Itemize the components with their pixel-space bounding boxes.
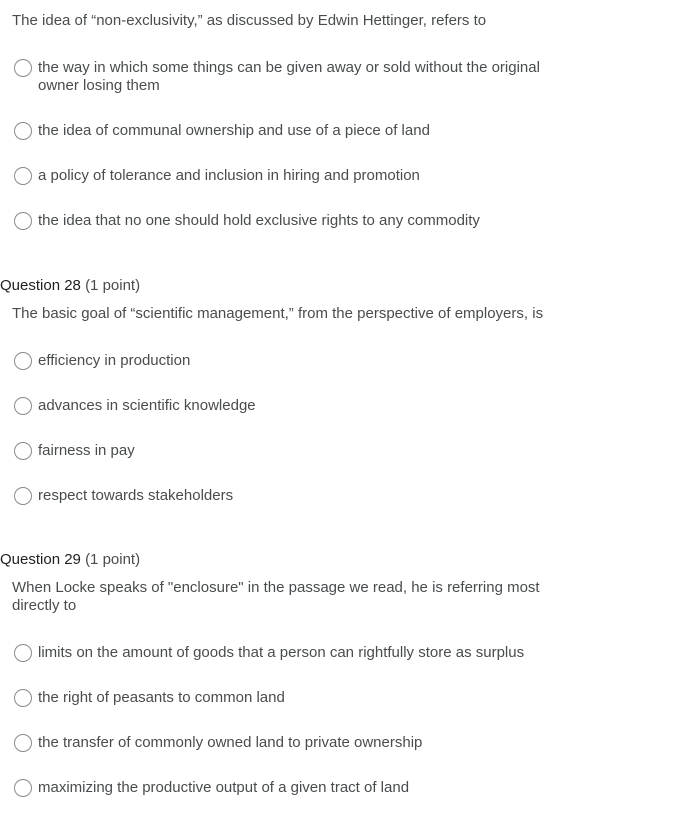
radio-button[interactable]: [14, 689, 32, 707]
answer-option[interactable]: [14, 59, 614, 95]
answer-label: maximizing the productive output of a given tract of land: [38, 779, 410, 796]
answer-label: a policy of tolerance and inclusion in hiring and promotion: [38, 167, 420, 184]
question-points: (1 point): [85, 551, 141, 568]
answer-label: limits on the amount of goods that a person can rightfully store as surplus: [38, 644, 525, 661]
radio-button[interactable]: [14, 352, 32, 370]
question-header: [0, 551, 140, 568]
radio-button[interactable]: [14, 167, 32, 185]
answer-option[interactable]: [14, 352, 614, 370]
answer-label: the idea of communal ownership and use of a piece of land: [38, 122, 430, 139]
answer-option[interactable]: [14, 644, 614, 662]
question-number: Question 28: [0, 277, 81, 294]
question-prompt: The basic goal of “scientific management,” from the perspective of employers, is: [12, 305, 544, 322]
radio-button[interactable]: [14, 487, 32, 505]
radio-button[interactable]: [14, 397, 32, 415]
question-prompt: When Locke speaks of "enclosure" in the passage we read, he is referring most directly to: [12, 579, 540, 614]
question-header: [0, 277, 140, 294]
answer-option[interactable]: [14, 487, 614, 505]
answer-option[interactable]: [14, 779, 614, 797]
answer-option[interactable]: [14, 689, 614, 707]
radio-button[interactable]: [14, 212, 32, 230]
answer-label: respect towards stakeholders: [38, 487, 234, 504]
answer-option[interactable]: [14, 167, 614, 185]
question-number: Question 29: [0, 551, 81, 568]
answer-label: the way in which some things can be given away or sold without the original owner losing them: [38, 59, 540, 94]
answer-label: the transfer of commonly owned land to private ownership: [38, 734, 423, 751]
answer-label: the right of peasants to common land: [38, 689, 285, 706]
answer-label: efficiency in production: [38, 352, 191, 369]
question-prompt: The idea of “non-exclusivity,” as discussed by Edwin Hettinger, refers to: [12, 12, 487, 29]
answer-label: fairness in pay: [38, 442, 135, 459]
answer-option[interactable]: [14, 734, 614, 752]
answer-label: the idea that no one should hold exclusive rights to any commodity: [38, 212, 480, 229]
answer-option[interactable]: [14, 122, 614, 140]
answer-option[interactable]: [14, 212, 614, 230]
answer-label: advances in scientific knowledge: [38, 397, 256, 414]
radio-button[interactable]: [14, 734, 32, 752]
answer-option[interactable]: [14, 397, 614, 415]
radio-button[interactable]: [14, 59, 32, 77]
answer-option[interactable]: [14, 442, 614, 460]
radio-button[interactable]: [14, 779, 32, 797]
radio-button[interactable]: [14, 442, 32, 460]
radio-button[interactable]: [14, 644, 32, 662]
question-points: (1 point): [85, 277, 141, 294]
radio-button[interactable]: [14, 122, 32, 140]
